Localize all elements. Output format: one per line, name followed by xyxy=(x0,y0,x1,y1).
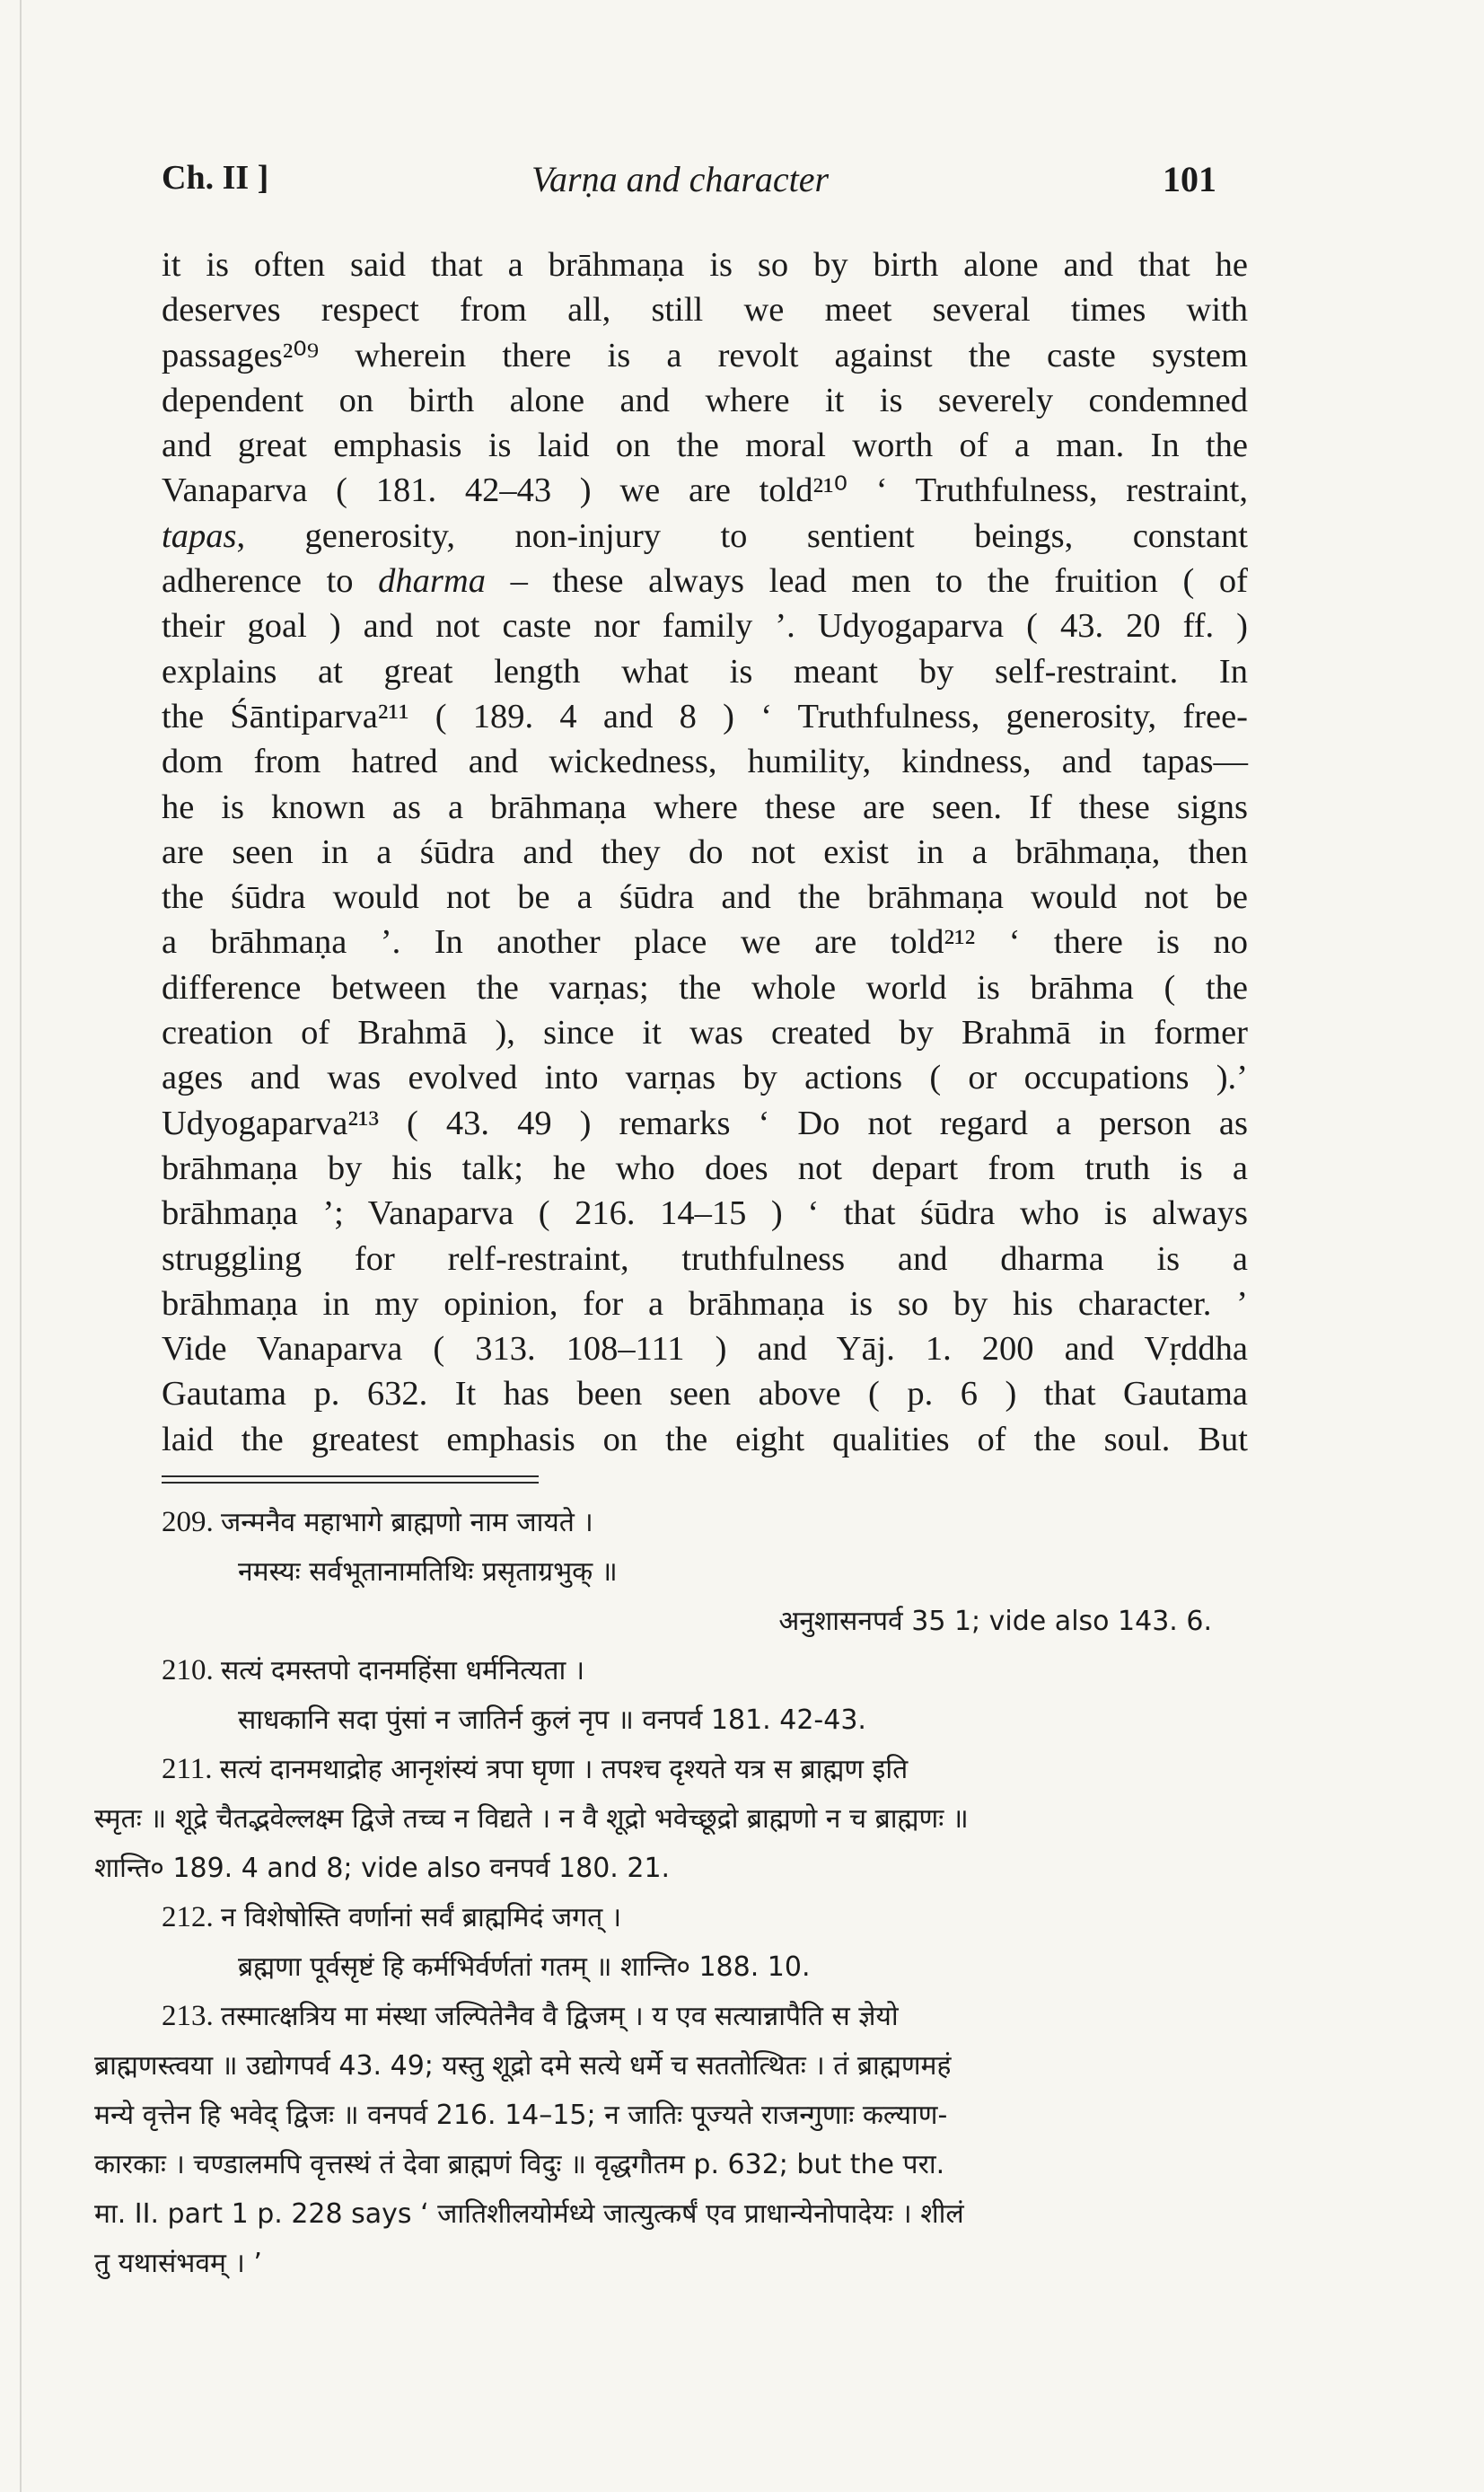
footnote-text: तस्मात्क्षत्रिय मा मंस्था जल्पितेनैव वै द्विजम् । य एव सत्यान्नापैति स ज्ञेयो xyxy=(221,2001,899,2032)
footnotes xyxy=(94,1498,1248,2288)
body-line: Vanaparva ( 181. 42–43 ) we are told²¹⁰ ‘ Truthfulness, restraint, xyxy=(162,471,1248,510)
body-line: brāhmaṇa in my opinion, for a brāhmaṇa is so by his character. ’ xyxy=(162,1284,1248,1323)
footnote-rule xyxy=(162,1475,539,1477)
footnote-text: ब्रह्मणा पूर्वसृष्टं हि कर्मभिर्वर्णतां गतम् ॥ शान्ति० 188. 10. xyxy=(238,1951,811,1983)
scan-margin-line xyxy=(20,0,22,2492)
footnote-text: सत्यं दानमथाद्रोह आनृशंस्यं त्रपा घृणा । तपश्च दृश्यते यत्र स ब्राह्मण इति xyxy=(219,1754,909,1785)
footnote-209-line-1 xyxy=(162,1498,1248,1547)
body-line: brāhmaṇa by his talk; he who does not depart from truth is a xyxy=(162,1149,1248,1187)
page-number: 101 xyxy=(1163,159,1216,199)
footnote-212-line-2 xyxy=(162,1942,1248,1992)
footnote-213-line-2 xyxy=(94,2041,1248,2091)
body-line: he is known as a brāhmaṇa where these are seen. If these signs xyxy=(162,788,1248,826)
body-line: are seen in a śūdra and they do not exist in a brāhmaṇa, then xyxy=(162,832,1248,871)
footnote-text: नमस्यः सर्वभूतानामतिथिः प्रसृताग्रभुक् ॥ xyxy=(238,1556,618,1588)
footnote-213-line-5 xyxy=(94,2189,1248,2239)
footnote-text: ब्राह्मणस्त्वया ॥ उद्योगपर्व 43. 49; यस्तु शूद्रो दमे सत्ये धर्मे च सततोत्थितः । तं ब्राह्मणमहं xyxy=(94,2050,952,2082)
footnote-number: 209. xyxy=(162,1506,214,1538)
body-text xyxy=(162,242,1248,1462)
chapter-label: Ch. II ] xyxy=(162,159,269,197)
body-line: the Śāntiparva²¹¹ ( 189. 4 and 8 ) ‘ Truthfulness, generosity, free- xyxy=(162,697,1248,735)
body-line: a brāhmaṇa ’. In another place we are told²¹² ‘ there is no xyxy=(162,923,1248,962)
body-line: the śūdra would not be a śūdra and the brāhmaṇa would not be xyxy=(162,878,1248,917)
body-line: deserves respect from all, still we meet several times with xyxy=(162,291,1248,330)
body-line: explains at great length what is meant by self-restraint. In xyxy=(162,652,1248,691)
body-line: passages²⁰⁹ wherein there is a revolt against the caste system xyxy=(162,336,1248,374)
footnote-213-line-6 xyxy=(94,2239,1248,2288)
footnote-text: शान्ति० 189. 4 and 8; vide also वनपर्व 180. 21. xyxy=(94,1853,671,1884)
body-line: Udyogaparva²¹³ ( 43. 49 ) remarks ‘ Do not regard a person as xyxy=(162,1104,1248,1142)
body-line: their goal ) and not caste nor family ’. Udyogaparva ( 43. 20 ff. ) xyxy=(162,607,1248,646)
body-line: Gautama p. 632. It has been seen above ( p. 6 ) that Gautama xyxy=(162,1375,1248,1413)
footnote-text: सत्यं दमस्तपो दानमहिंसा धर्मनित्यता । xyxy=(221,1655,585,1686)
body-line: and great emphasis is laid on the moral worth of a man. In the xyxy=(162,427,1248,465)
body-line: dom from hatred and wickedness, humility, kindness, and tapas— xyxy=(162,743,1248,781)
body-line: creation of Brahmā ), since it was created by Brahmā in former xyxy=(162,1014,1248,1052)
running-header xyxy=(162,151,1239,214)
footnote-212-line-1 xyxy=(162,1893,1248,1942)
footnote-210-line-1 xyxy=(162,1646,1248,1695)
body-line: brāhmaṇa ’; Vanaparva ( 216. 14–15 ) ‘ that śūdra who is always xyxy=(162,1194,1248,1233)
body-line: struggling for relf-restraint, truthfulness and dharma is a xyxy=(162,1239,1248,1278)
footnote-210-line-2 xyxy=(162,1695,1248,1745)
body-line: it is often said that a brāhmaṇa is so by birth alone and that he xyxy=(162,246,1248,284)
footnote-209-reference xyxy=(162,1597,1248,1646)
footnote-text: जन्मनैव महाभागे ब्राह्मणो नाम जायते । xyxy=(221,1507,593,1538)
footnote-text: स्मृतः ॥ शूद्रे चैतद्भवेल्लक्ष्म द्विजे तच्च न विद्यते । न वै शूद्रो भवेच्छूद्रो ब्राह्मणो न च ब्राह्मणः ॥ xyxy=(94,1803,969,1835)
footnote-text: कारकाः । चण्डालमपि वृत्तस्थं तं देवा ब्राह्मणं विदुः ॥ वृद्धगौतम p. 632; but the परा. xyxy=(94,2149,945,2180)
footnote-text: तु यथासंभवम् । ’ xyxy=(94,2248,262,2279)
footnote-209-line-2 xyxy=(162,1547,1248,1597)
footnote-211-line-3 xyxy=(94,1844,1248,1893)
footnote-text: मन्ये वृत्तेन हि भवेद् द्विजः ॥ वनपर्व 216. 14–15; न जातिः पूज्यते राजन्गुणाः कल्याण- xyxy=(94,2100,948,2131)
footnote-213-line-1 xyxy=(162,1992,1248,2041)
footnote-213-line-4 xyxy=(94,2140,1248,2189)
body-line: ages and was evolved into varṇas by actions ( or occupations ).’ xyxy=(162,1059,1248,1097)
running-title: Varṇa and character xyxy=(531,159,830,199)
footnote-number: 213. xyxy=(162,2000,214,2032)
footnote-number: 210. xyxy=(162,1654,214,1686)
footnote-number: 211. xyxy=(162,1753,213,1785)
footnote-number: 212. xyxy=(162,1901,214,1933)
footnote-213-line-3 xyxy=(94,2091,1248,2140)
italic-term: tapas xyxy=(162,516,237,555)
footnote-rule-second xyxy=(162,1482,539,1484)
body-line: Vide Vanaparva ( 313. 108–111 ) and Yāj. 1. 200 and Vṛddha xyxy=(162,1330,1248,1369)
footnote-text: साधकानि सदा पुंसां न जातिर्न कुलं नृप ॥ वनपर्व 181. 42-43. xyxy=(238,1704,866,1736)
footnote-211-line-1 xyxy=(162,1745,1248,1794)
footnote-text: अनुशासनपर्व 35 1; vide also 143. 6. xyxy=(778,1606,1212,1637)
italic-term: dharma xyxy=(378,562,486,601)
body-line: laid the greatest emphasis on the eight qualities of the soul. But xyxy=(162,1420,1248,1458)
body-line: dependent on birth alone and where it is severely condemned xyxy=(162,381,1248,419)
body-line: difference between the varṇas; the whole world is brāhma ( the xyxy=(162,968,1248,1007)
body-line: adherence to dharma – these always lead men to the fruition ( of xyxy=(162,562,1248,601)
footnote-211-line-2 xyxy=(94,1794,1248,1844)
body-line: tapas, generosity, non-injury to sentient beings, constant xyxy=(162,516,1248,555)
footnote-text: न विशेषोस्ति वर्णानां सर्वं ब्राह्ममिदं जगत् । xyxy=(221,1902,622,1933)
footnote-text: मा. II. part 1 p. 228 says ‘ जातिशीलयोर्मध्ये जात्युत्कर्षं एव प्राधान्येनोपादेयः । शीलं xyxy=(94,2198,964,2230)
